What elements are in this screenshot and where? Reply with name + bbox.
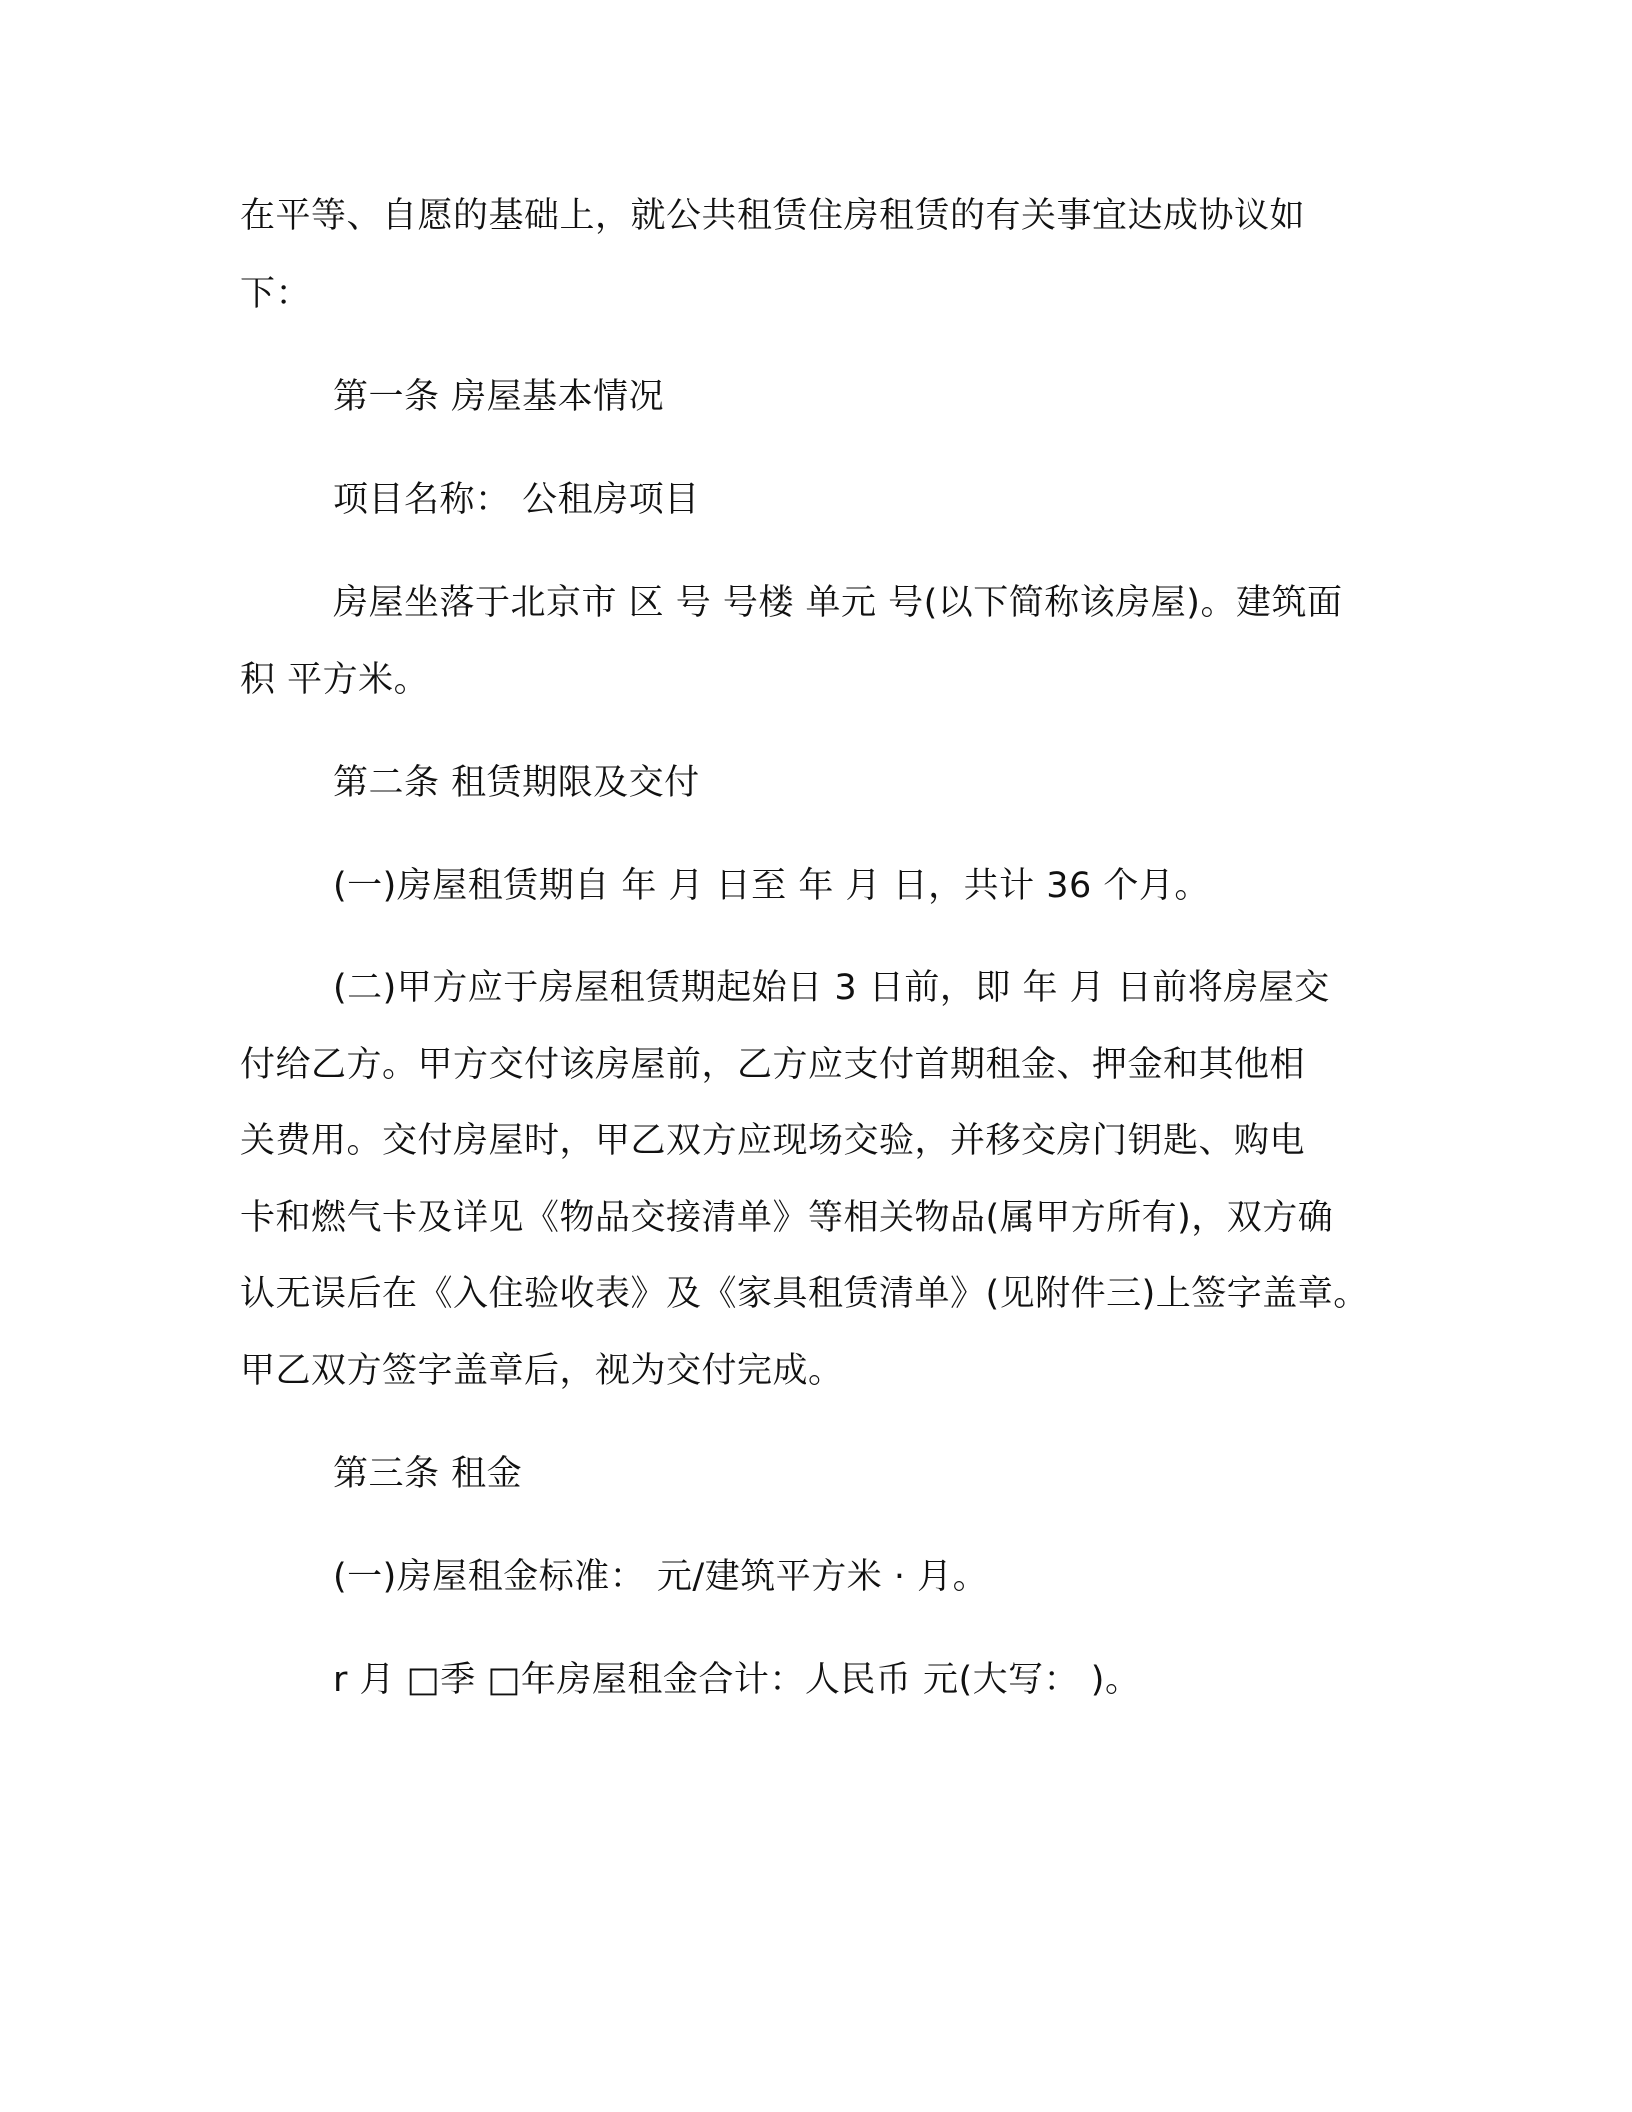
article-1-heading: 第一条 房屋基本情况 (333, 377, 665, 417)
delivery-para-line-2: 付给乙方。甲方交付该房屋前，乙方应支付首期租金、押金和其他相 (240, 1045, 1306, 1085)
project-name-line: 项目名称： 公租房项目 (333, 480, 700, 520)
lease-term-line: (一)房屋租赁期自 年 月 日至 年 月 日，共计 36 个月。 (333, 866, 1210, 906)
rent-standard-line: (一)房屋租金标准： 元/建筑平方米 · 月。 (333, 1557, 989, 1597)
delivery-para-line-6: 甲乙双方签字盖章后，视为交付完成。 (240, 1351, 844, 1391)
house-location-line-1: 房屋坐落于北京市 区 号 号楼 单元 号(以下简称该房屋)。建筑面 (333, 583, 1343, 623)
delivery-para-line-5: 认无误后在《入住验收表》及《家具租赁清单》(见附件三)上签字盖章。 (240, 1274, 1369, 1314)
article-3-heading: 第三条 租金 (333, 1454, 523, 1494)
delivery-para-line-1: (二)甲方应于房屋租赁期起始日 3 日前，即 年 月 日前将房屋交 (333, 968, 1330, 1008)
delivery-para-line-3: 关费用。交付房屋时，甲乙双方应现场交验，并移交房门钥匙、购电 (240, 1121, 1306, 1161)
article-2-heading: 第二条 租赁期限及交付 (333, 763, 700, 803)
house-location-line-2: 积 平方米。 (240, 660, 430, 700)
paragraph-intro-line-2: 下： (240, 274, 312, 314)
rent-total-line: r 月 □季 □年房屋租金合计：人民币 元(大写： )。 (333, 1660, 1141, 1700)
paragraph-intro-line-1: 在平等、自愿的基础上，就公共租赁住房租赁的有关事宜达成协议如 (240, 196, 1306, 236)
delivery-para-line-4: 卡和燃气卡及详见《物品交接清单》等相关物品(属甲方所有)，双方确 (240, 1198, 1334, 1238)
